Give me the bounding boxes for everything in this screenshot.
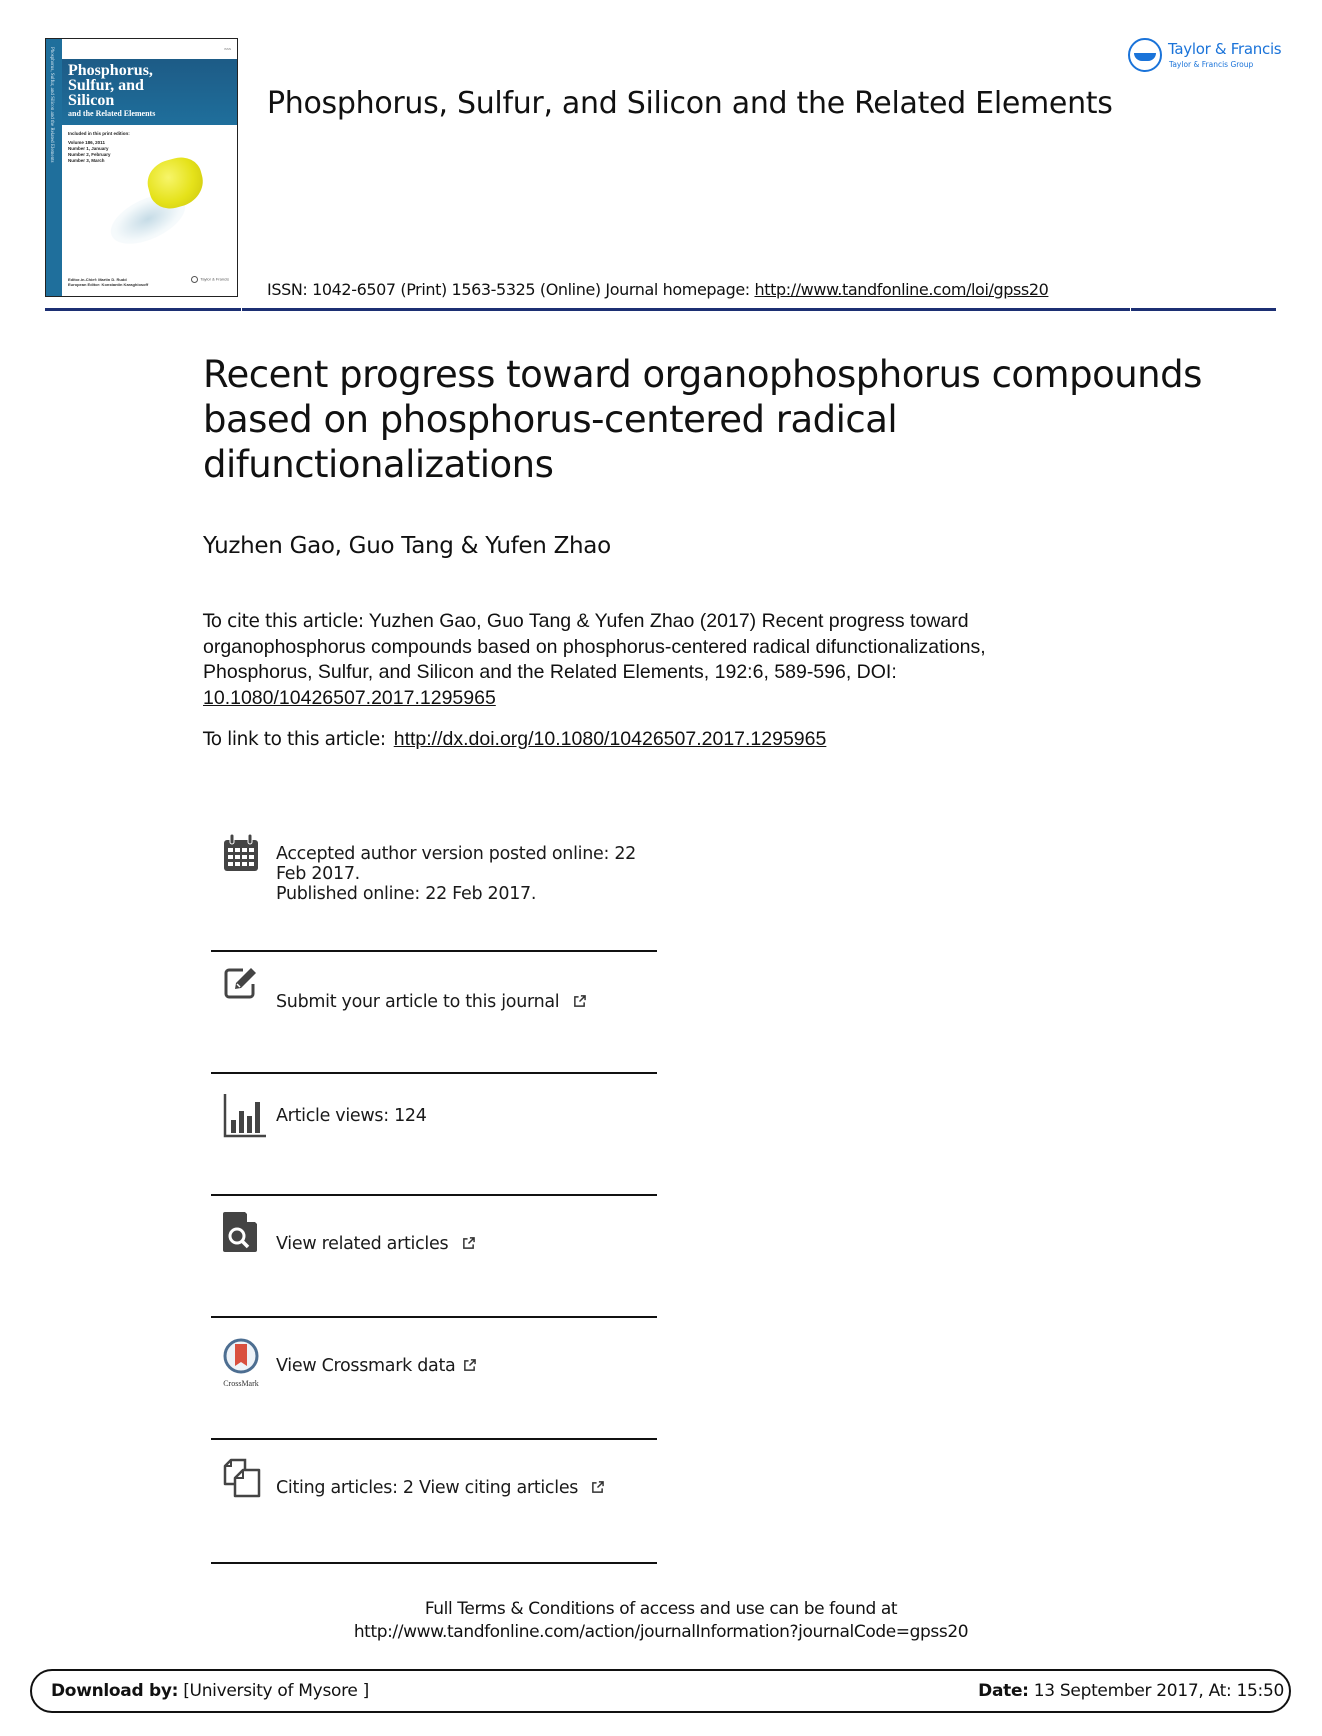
crossmark-icon: [221, 1338, 261, 1390]
accepted-date-line-cont: Feb 2017.: [276, 864, 360, 884]
cover-volume: Volume 186, 2011: [68, 140, 105, 145]
download-institution: [University of Mysore ]: [178, 1681, 370, 1701]
cover-title-line: Phosphorus,: [68, 62, 153, 79]
cover-publisher-name: Taylor & Francis: [200, 276, 229, 282]
cite-doi-link[interactable]: 10.1080/10426507.2017.1295965: [203, 686, 496, 709]
cover-edition-info: [68, 131, 130, 164]
cover-title-band: [62, 59, 237, 125]
crossmark-label: [276, 1356, 476, 1376]
citing-articles-label: [276, 1478, 604, 1498]
external-link-icon: [591, 1481, 604, 1494]
external-link-icon: [463, 1359, 476, 1372]
cover-spine: [46, 39, 62, 296]
related-articles-label: [276, 1234, 475, 1254]
article-title: Recent progress toward organophosphorus compounds based on phosphorus-centered radical difunctionalizations: [203, 353, 1202, 486]
submit-article-label: [276, 992, 586, 1012]
cover-editor-in-chief: Editor-in-Chief: Martin D. Rudd: [68, 277, 127, 282]
external-link-icon: [462, 1237, 475, 1250]
publisher-group: Taylor & Francis Group: [1169, 60, 1254, 69]
date-label: Date:: [978, 1681, 1029, 1701]
article-link-line: [203, 728, 826, 751]
download-label: Download by:: [51, 1681, 179, 1701]
published-date: Published online: 22 Feb 2017.: [276, 884, 537, 904]
cite-text: Yuzhen Gao, Guo Tang & Yufen Zhao (2017) Recent progress toward organophosphorus compounds based on phosphorus-centered radical difunctionalizations, Phosphorus, Sulfur, and Silicon and the Related Elements, 192:6, 589-596, DOI:: [203, 610, 986, 683]
crossmark-link[interactable]: [211, 1318, 657, 1438]
link-label: To link to this article:: [203, 729, 386, 750]
cover-number: Number 1, January: [68, 146, 109, 151]
related-articles-link[interactable]: [211, 1196, 657, 1316]
citation-block: [203, 609, 1083, 711]
cover-included-label: Included in this print edition:: [68, 131, 130, 136]
date-value: 13 September 2017, At: 15:50: [1028, 1681, 1284, 1701]
article-doi-link[interactable]: http://dx.doi.org/10.1080/10426507.2017.1295965: [393, 728, 827, 750]
cover-publisher-logo: [191, 276, 229, 283]
document-search-icon: [223, 1212, 257, 1252]
cover-title-line: Sulfur, and: [68, 77, 144, 94]
date-text: [276, 844, 636, 904]
citing-articles-link[interactable]: [211, 1440, 657, 1562]
cover-subtitle: and the Related Elements: [68, 109, 156, 118]
article-authors: Yuzhen Gao, Guo Tang & Yufen Zhao: [203, 533, 611, 559]
external-link-icon: [573, 995, 586, 1008]
journal-title: Phosphorus, Sulfur, and Silicon and the Related Elements: [267, 86, 1113, 121]
cover-number: Number 3, March: [68, 158, 105, 163]
bar-chart-icon: [223, 1094, 267, 1138]
journal-homepage-link[interactable]: http://www.tandfonline.com/loi/gpss20: [754, 280, 1049, 299]
download-date: [978, 1681, 1284, 1701]
publication-dates: [211, 830, 657, 950]
submit-article-link[interactable]: [211, 952, 657, 1072]
issn-text: ISSN: 1042-6507 (Print) 1563-5325 (Online) Journal homepage:: [267, 280, 755, 299]
cover-issn: ISSN: [223, 47, 231, 51]
cite-label: To cite this article:: [203, 611, 364, 632]
submit-article-text: Submit your article to this journal: [276, 992, 560, 1012]
calendar-icon: [223, 834, 259, 872]
journal-cover-image: [45, 38, 238, 297]
article-views-text: Article views: 124: [276, 1106, 427, 1126]
terms-and-conditions: [0, 1598, 1322, 1644]
cover-number: Number 2, February: [68, 152, 111, 157]
cover-logo-icon: [191, 276, 198, 283]
copy-documents-icon: [223, 1458, 261, 1498]
header-divider: [45, 308, 1276, 311]
header-divider-gap: [241, 308, 242, 311]
info-divider: [211, 1562, 657, 1564]
terms-url-link[interactable]: http://www.tandfonline.com/action/journalInformation?journalCode=gpss20: [353, 1622, 969, 1642]
terms-text: Full Terms & Conditions of access and use can be found at: [424, 1599, 898, 1619]
article-views: [211, 1074, 657, 1194]
cover-title-line: Silicon: [68, 92, 115, 109]
crossmark-text: View Crossmark data: [276, 1356, 456, 1376]
header-divider-gap: [1130, 308, 1131, 311]
cover-spine-text: Phosphorus, Sulfur, and Silicon and the Related Elements: [49, 47, 54, 163]
accepted-date-line: Accepted author version posted online: 22: [276, 844, 637, 864]
publisher-name: Taylor & Francis: [1168, 40, 1282, 58]
related-articles-text: View related articles: [276, 1234, 449, 1254]
edit-icon: [223, 964, 259, 1000]
cover-editors: [68, 277, 148, 287]
cover-european-editor: European Editor: Konstantin Karaghiosoff: [68, 282, 149, 287]
citing-articles-text: Citing articles: 2 View citing articles: [276, 1478, 579, 1498]
download-by: [51, 1681, 369, 1701]
cover-title: [68, 63, 153, 108]
svg-text:CrossMark: CrossMark: [223, 1379, 259, 1388]
issn-line: [267, 280, 1048, 299]
